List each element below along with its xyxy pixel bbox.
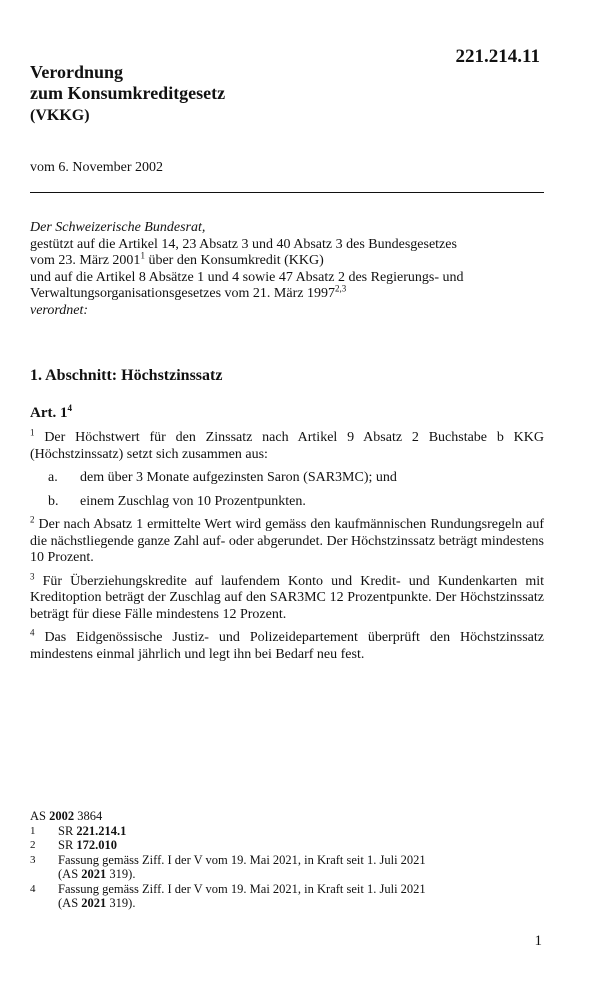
paragraph-text: Der nach Absatz 1 ermittelte Wert wird gemäss den kaufmännischen Rundungsregeln auf die nächstliegende ganze Zahl auf- oder abgerundet. Der Höchstzinssatz beträgt mindestens 10 Prozent. — [30, 517, 544, 565]
footnote-number: 2 — [30, 839, 36, 851]
footnote-number: 3 — [30, 853, 36, 866]
footnotes — [30, 809, 544, 911]
title-line-1: Verordnung — [30, 62, 124, 82]
as-link[interactable]: 2021 — [81, 867, 107, 881]
list-item-label: b. — [48, 493, 59, 509]
footnote-as-page: 319). — [106, 867, 136, 881]
footnote-1 — [30, 824, 544, 839]
as-link[interactable]: 2021 — [81, 896, 107, 910]
footnote-as-page: 319). — [106, 896, 136, 910]
preamble — [30, 220, 544, 319]
list-item-text: einem Zuschlag von 10 Prozentpunkten. — [80, 493, 306, 509]
section-heading: 1. Abschnitt: Höchstzinssatz — [30, 367, 223, 384]
document-title — [30, 62, 225, 104]
footnote-3 — [30, 853, 544, 882]
enumeration — [30, 470, 544, 510]
footnote-as-prefix: (AS — [58, 896, 82, 910]
footnote-text — [58, 824, 544, 839]
paragraph-number: 1 — [30, 427, 35, 438]
header-divider — [30, 192, 544, 193]
footnote-ref-4[interactable]: 4 — [67, 403, 72, 413]
list-item-text: dem über 3 Monate aufgezinsten Saron (SAR3MC); und — [80, 470, 397, 485]
preamble-verb: verordnet: — [30, 302, 89, 318]
preamble-line-2-rest: über den Konsumkredit (KKG) — [144, 253, 324, 268]
title-line-2: zum Konsumkreditgesetz — [30, 83, 226, 103]
footnote-4 — [30, 882, 544, 911]
footnote-number: 4 — [30, 882, 36, 895]
footnote-line: Fassung gemäss Ziff. I der V vom 19. Mai 2021, in Kraft seit 1. Juli 2021 — [58, 881, 426, 896]
list-item-label: a. — [48, 470, 58, 485]
footnote-ref-2-3[interactable]: 2,3 — [334, 283, 347, 294]
sr-link[interactable]: 172.010 — [76, 838, 118, 852]
preamble-line-3: und auf die Artikel 8 Absätze 1 und 4 sowie 47 Absatz 2 des Regierungs- und — [30, 269, 464, 285]
footnote-text — [58, 882, 544, 911]
article-label: Art. 1 — [30, 405, 68, 421]
paragraph-number: 2 — [30, 514, 35, 525]
preamble-line-4-text: Verwaltungsorganisationsgesetzes vom 21. März 1997 — [30, 286, 335, 301]
paragraph-4 — [30, 627, 544, 663]
footnote-2 — [30, 838, 544, 853]
paragraph-number: 3 — [30, 570, 35, 581]
preamble-authority: Der Schweizerische Bundesrat, — [30, 220, 206, 235]
paragraph-1 — [30, 427, 544, 463]
paragraph-text: Für Überziehungskredite auf laufendem Konto und Kredit- und Kundenkarten mit Kreditoption beträgt der Zuschlag auf den SAR3MC 12 Prozentpunkte. Der Höchstzinssatz beträgt für diese Fälle mindestens 12 Prozent. — [30, 573, 544, 622]
article-body — [30, 427, 544, 670]
as-prefix: AS — [30, 809, 50, 823]
list-item — [30, 494, 544, 511]
preamble-line-2-text: vom 23. März 2001 — [30, 253, 141, 268]
footnote-ref-1[interactable]: 1 — [140, 250, 145, 261]
paragraph-2 — [30, 514, 544, 567]
footnote-text — [58, 853, 544, 882]
paragraph-text: Das Eidgenössische Justiz- und Polizeidepartement überprüft den Höchstzinssatz mindestens einmal jährlich und legt ihn bei Bedarf neu fest. — [30, 630, 544, 662]
footnote-number: 1 — [30, 824, 36, 837]
sr-link[interactable]: 221.214.1 — [76, 823, 127, 838]
preamble-line-4 — [30, 283, 544, 303]
as-page: 3864 — [74, 809, 103, 823]
sr-number: 221.214.11 — [455, 46, 540, 67]
footnote-prefix: SR — [58, 838, 77, 852]
title-abbreviation: (VKKG) — [30, 107, 90, 124]
enactment-date: vom 6. November 2002 — [30, 160, 163, 175]
footnote-as-prefix: (AS — [58, 867, 82, 881]
page-number: 1 — [534, 933, 542, 949]
paragraph-number: 4 — [30, 627, 35, 638]
paragraph-text: Der Höchstwert für den Zinssatz nach Artikel 9 Absatz 2 Buchstabe b KKG (Höchstzinssatz) setzt sich zusammen aus: — [30, 430, 544, 462]
list-item — [30, 470, 544, 487]
paragraph-3 — [30, 570, 544, 624]
article-heading — [30, 405, 72, 422]
footnote-text — [58, 838, 544, 853]
as-year: 2002 — [49, 809, 75, 823]
footnote-line: Fassung gemäss Ziff. I der V vom 19. Mai 2021, in Kraft seit 1. Juli 2021 — [58, 852, 426, 867]
preamble-line-1: gestützt auf die Artikel 14, 23 Absatz 3 und 40 Absatz 3 des Bundesgesetzes — [30, 236, 457, 252]
preamble-line-2 — [30, 250, 544, 270]
footnote-prefix: SR — [58, 823, 77, 838]
as-reference — [30, 809, 544, 824]
